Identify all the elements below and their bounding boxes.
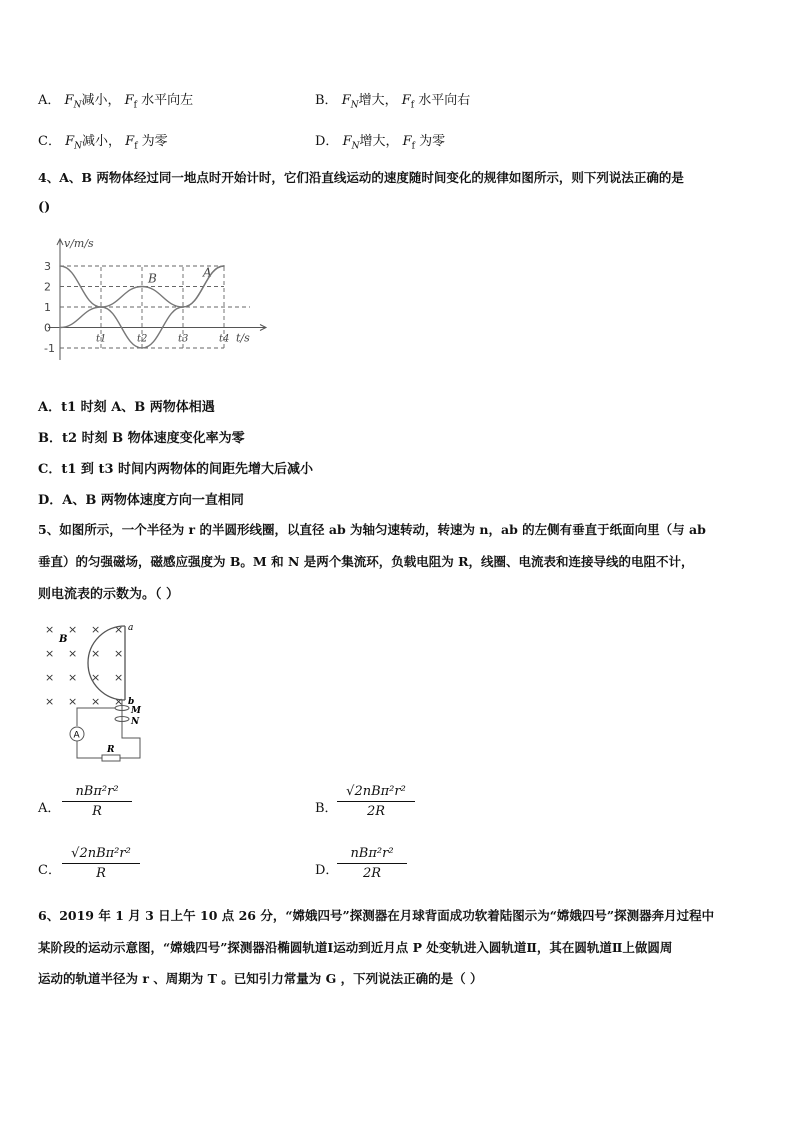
q6-stem-line3: 运动的轨道半径为 r 、周期为 T 。已知引力常量为 G ，下列说法正确的是（ ） — [38, 971, 483, 986]
q3-option-d: D． $F_N$增大， $F_f$ 为零 — [315, 134, 446, 152]
q4-option-a: A．t1 时刻 A、B 两物体相遇 — [38, 400, 215, 415]
field-cross: × — [68, 695, 78, 708]
q5-option-a-letter: A． — [38, 801, 61, 816]
data-point — [141, 286, 143, 288]
field-cross: × — [91, 671, 101, 684]
series-label-b: B — [148, 271, 157, 286]
data-point — [182, 306, 184, 308]
q4-velocity-time-chart — [38, 236, 278, 366]
field-cross: × — [114, 695, 124, 708]
q3-option-a: A． $F_N$减小， $F_f$ 水平向左 — [38, 93, 194, 111]
data-point — [59, 265, 61, 267]
series-label-a: A — [203, 265, 212, 280]
q3-option-b: B． $F_N$增大， $F_f$ 水平向右 — [315, 93, 471, 111]
x-tick-label: t3 — [178, 333, 189, 345]
field-cross: × — [68, 623, 78, 636]
y-tick-label: 2 — [44, 280, 51, 294]
q5-stem-line2: 垂直）的匀强磁场，磁感应强度为 B。M 和 N 是两个集流环，负载电阻为 R，线圈、电流表和连接导线的电阻不计， — [38, 554, 694, 569]
q5-stem-line1: 5、如图所示，一个半径为 r 的半圆形线圈，以直径 ab 为轴匀速转动，转速为 n，ab 的左侧有垂直于纸面向里（与 ab — [38, 522, 706, 537]
q5-option-b-letter: B． — [315, 801, 338, 816]
field-cross: × — [91, 623, 101, 636]
y-tick-label: 3 — [44, 260, 51, 273]
q4-stem-line1: 4、A、B 两物体经过同一地点时开始计时，它们沿直线运动的速度随时间变化的规律如图所示，则下列说法正确的是 — [38, 170, 684, 185]
x-tick-label: t4 — [219, 333, 230, 345]
x-tick-label: t1 — [96, 333, 107, 345]
data-point — [223, 265, 225, 267]
wire-left — [77, 708, 115, 726]
ring-m-label: M — [131, 706, 141, 716]
x-axis-label: t/s — [236, 331, 250, 345]
q6-stem-line1: 6、2019 年 1 月 3 日上午 10 点 26 分，“嫦娥四号”探测器在月球背面成功软着陆图示为“嫦娥四号”探测器奔月过程中 — [38, 908, 715, 923]
ring-n-label: N — [131, 717, 140, 727]
resistor-r — [102, 755, 120, 761]
q4-option-b: B．t2 时刻 B 物体速度变化率为零 — [38, 431, 245, 446]
q5-option-d-letter: D． — [315, 863, 339, 878]
q4-option-c: C．t1 到 t3 时间内两物体的间距先增大后减小 — [38, 462, 314, 477]
y-axis-label: v/m/s — [64, 237, 94, 250]
q5-option-a-fraction: nBπ²r² R — [62, 784, 132, 819]
field-cross: × — [45, 671, 55, 684]
semicircle-coil — [88, 626, 125, 700]
data-point — [59, 327, 61, 329]
q5-option-b-fraction: √2nBπ²r² 2R — [337, 784, 415, 819]
resistor-label: R — [107, 745, 115, 755]
q5-coil-circuit-figure — [40, 620, 170, 765]
field-label-b: B — [59, 634, 68, 645]
q4-stem-line2: () — [38, 200, 51, 215]
field-cross: × — [45, 695, 55, 708]
y-tick-label: 0 — [44, 321, 51, 335]
q5-option-c-fraction: √2nBπ²r² R — [62, 846, 140, 881]
q3-option-c: C． $F_N$减小， $F_f$ 为零 — [38, 134, 168, 152]
field-cross: × — [91, 695, 101, 708]
wire-bottom-left — [77, 741, 102, 758]
q5-stem-line3: 则电流表的示数为。（ ） — [38, 587, 180, 602]
data-point — [100, 306, 102, 308]
y-tick-label: 1 — [44, 301, 51, 314]
field-cross: × — [68, 671, 78, 684]
field-cross: × — [114, 623, 124, 636]
q5-option-d-fraction: nBπ²r² 2R — [337, 846, 407, 881]
field-cross: × — [114, 647, 124, 660]
q5-option-c-letter: C． — [38, 863, 61, 878]
y-tick-label: -1 — [44, 342, 55, 355]
field-cross: × — [68, 647, 78, 660]
x-tick-label: t2 — [137, 333, 148, 345]
field-cross: × — [45, 647, 55, 660]
field-cross: × — [91, 647, 101, 660]
point-a-label: a — [128, 623, 134, 633]
field-cross: × — [114, 671, 124, 684]
field-cross: × — [45, 623, 55, 636]
data-point — [141, 347, 143, 349]
ammeter-label: A — [73, 730, 80, 741]
q4-option-d: D．A、B 两物体速度方向一直相同 — [38, 493, 244, 508]
q6-stem-line2: 某阶段的运动示意图，“嫦娥四号”探测器沿椭圆轨道Ⅰ运动到近月点 P 处变轨进入圆轨道Ⅱ，其在圆轨道Ⅱ上做圆周 — [38, 940, 673, 955]
point-b-label: b — [128, 697, 135, 707]
